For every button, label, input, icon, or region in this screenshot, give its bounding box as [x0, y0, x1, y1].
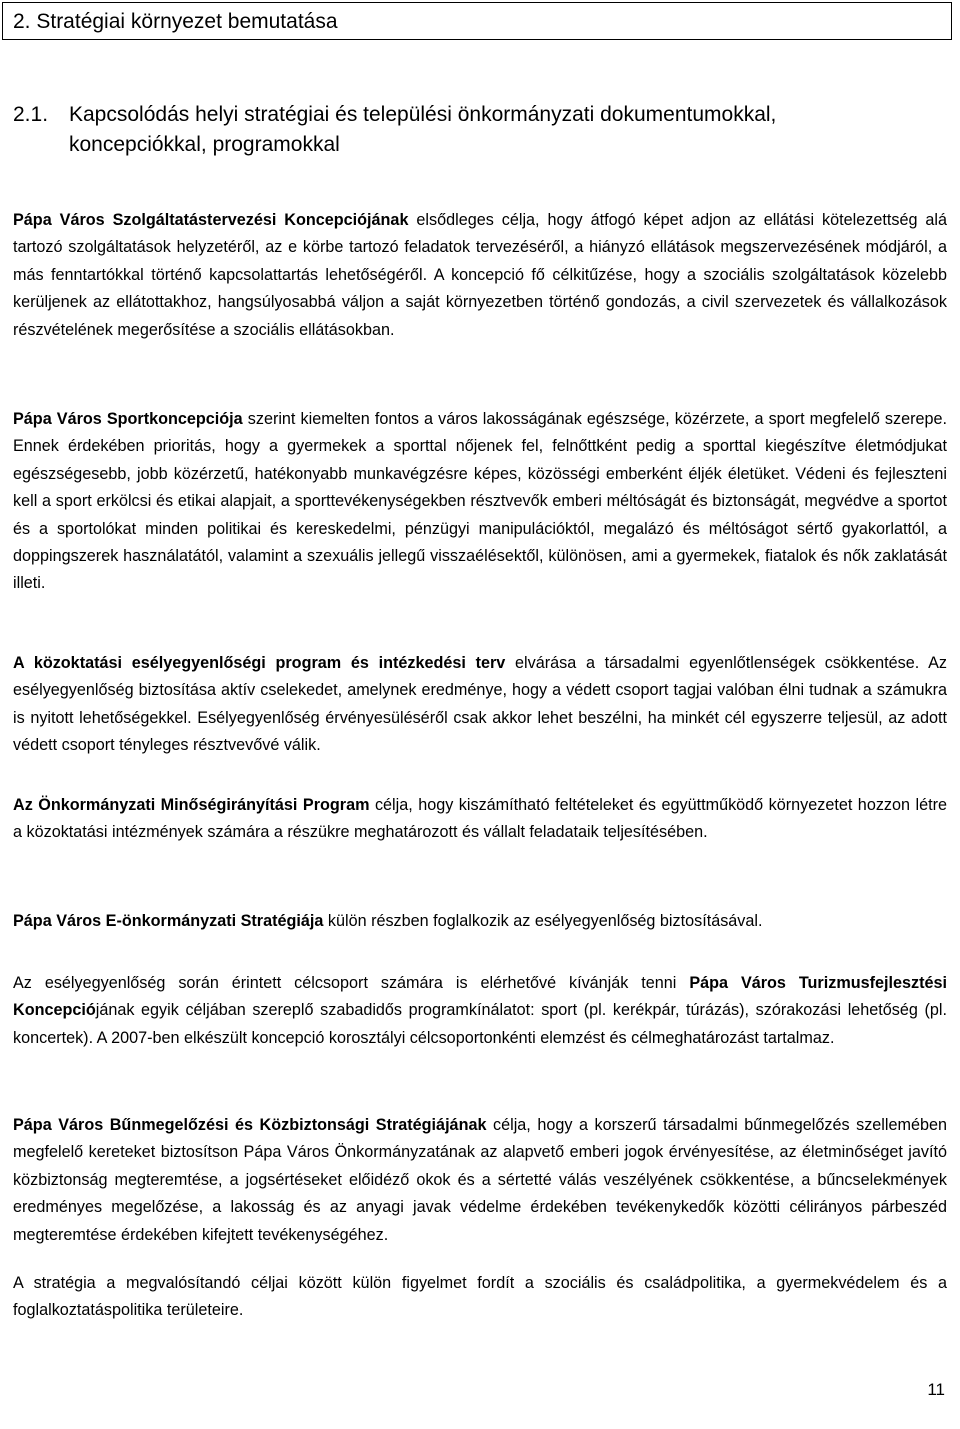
chapter-heading-box: [2, 2, 952, 40]
section-title-line2: koncepciókkal, programokkal: [69, 133, 340, 156]
paragraph-tourism: [13, 970, 947, 1052]
page-number: 11: [927, 1380, 945, 1399]
paragraph-intro: Az esélyegyenlőség során érintett célcsoport számára is elérhetővé kívánják tenni: [13, 974, 690, 992]
paragraph-title: Pápa Város Turizmusfejlesztési Koncepció: [13, 974, 947, 1020]
paragraph-text: célja, hogy kiszámítható feltételeket és együttműködő környezetet hozzon létre a közoktatási intézmények számára a részükre meghatározott és vállalt feladataik teljesítésében.: [13, 796, 947, 842]
paragraph-title: Pápa Város E-önkormányzati Stratégiája: [13, 912, 324, 930]
paragraph-title: Pápa Város Bűnmegelőzési és Közbiztonsági Stratégiájának: [13, 1116, 487, 1134]
chapter-heading: 2. Stratégiai környezet bemutatása: [13, 10, 338, 33]
paragraph-title: Pápa Város Sportkoncepciója: [13, 410, 243, 428]
section-number: 2.1.: [13, 103, 49, 126]
paragraph-title: A közoktatási esélyegyenlőségi program és intézkedési terv: [13, 654, 506, 672]
section-heading: [13, 100, 948, 160]
section-title-line1: Kapcsolódás helyi stratégiai és települési önkormányzati dokumentumokkal,: [69, 103, 777, 126]
paragraph-text: külön részben foglalkozik az esélyegyenlőség biztosításával.: [323, 912, 763, 930]
paragraph-text: célja, hogy a korszerű társadalmi bűnmegelőzés szellemében megfelelő kereteket biztosítson Pápa Város Önkormányzatának az alapvető emberi jogok érvényesítése, az életminőséget javító közbiztonság megteremtése, a jogsértéseket előidéző okok és a sértetté válás veszélyének csökkentése, a bűncselekmények eredményes megelőzése, a lakosság és az anyagi javak védelme érdekében tevékenykedők közötti célirányos párbeszéd megteremtése érdekében kifejtett tevékenységéhez.: [13, 1116, 948, 1244]
paragraph-service-planning: [13, 207, 947, 344]
paragraph-equal-opportunity-program: [13, 650, 947, 760]
paragraph-text: elvárása a társadalmi egyenlőtlenségek csökkentése. Az esélyegyenlőség biztosítása aktív cselekedet, amelynek eredménye, hogy a védett csoport tagjai valóban élni tudnak a számukra is nyitott lehetőségekkel. Esélyegyenlőség érvényesüléséről csak akkor lehet beszélni, ha minkét cél egyszerre teljesül, az adott védett csoport tényleges résztvevővé válik.: [13, 654, 947, 755]
paragraph-strategy-goals: [13, 1270, 947, 1325]
paragraph-title: Az Önkormányzati Minőségirányítási Program: [13, 796, 370, 814]
paragraph-title: Pápa Város Szolgáltatástervezési Koncepciójának: [13, 211, 409, 229]
paragraph-text: szerint kiemelten fontos a város lakosságának egészsége, közérzete, a sport megfelelő szerepe. Ennek érdekében prioritás, hogy a gyermekek a sporttal nőjenek fel, felnőttként pedig a sporttal kiegészítve életmódjukat egészségesebb, jobb közérzetű, hatékonyabb munkavégzésre képes, közösségi emberként éljék életüket. Védeni és fejleszteni kell a sport erkölcsi és etikai alapjait, a sporttevékenységekben résztvevők emberi méltóságát és biztonságát, megvédve a sportot és a sportolókat minden politikai és kereskedelmi, pénzügyi manipulációktól, megalázó és méltóságot sértő gyakorlattól, a doppingszerek használatától, valamint a szexuális jellegű visszaélésektől, különösen, ami a gyermekek, fiatalok és nők zaklatását illeti.: [13, 410, 947, 593]
paragraph-text: elsődleges célja, hogy átfogó képet adjon az ellátási kötelezettség alá tartozó szolgáltatások helyzetéről, az e körbe tartozó feladatok tervezéséről, a hiányzó ellátások megszervezésének módjáról, a más fenntartókkal történő kapcsolattartás lehetőségéről. A koncepció fő célkitűzése, hogy a szociális szolgáltatások közelebb kerüljenek az ellátottakhoz, hangsúlyosabbá váljon a saját környezetben történő gondozás, a civil szervezetek és vállalkozások részvételének megerősítése a szociális ellátásokban.: [13, 211, 948, 339]
paragraph-text: jának egyik céljában szereplő szabadidős programkínálatot: sport (pl. kerékpár, túrázás), szórakozási lehetőség (pl. koncertek). A 2007-ben elkészült koncepció korosztályi célcsoportonkénti elemzést és célmeghatározást tartalmaz.: [13, 1001, 947, 1047]
paragraph-text: A stratégia a megvalósítandó céljai között külön figyelmet fordít a szociális és családpolitika, a gyermekvédelem és a foglalkoztatáspolitika területeire.: [13, 1274, 947, 1320]
paragraph-quality-management: [13, 792, 947, 847]
paragraph-sport-concept: [13, 406, 947, 598]
paragraph-e-government: [13, 908, 947, 935]
paragraph-crime-prevention: [13, 1112, 947, 1249]
